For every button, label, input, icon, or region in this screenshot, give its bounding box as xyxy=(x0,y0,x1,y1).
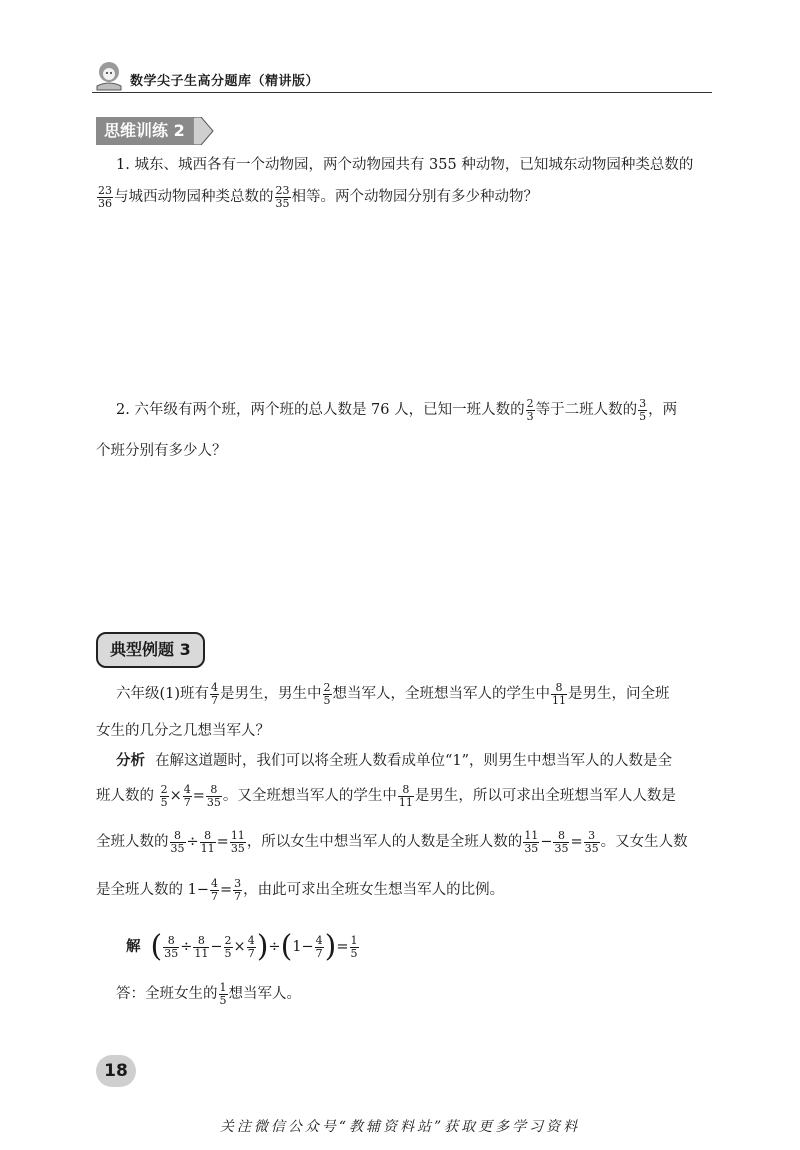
fraction: $\frac{2}{3}$ xyxy=(526,397,534,423)
question-2-line-1: 2. 六年级有两个班，两个班的总人数是 76 人，已知一班人数的 $\frac{2}{3}$ 等于二班人数的 $\frac{3}{5}$ ，两 xyxy=(116,397,678,423)
banner-arrow-icon xyxy=(193,117,215,145)
fraction: $\frac{23}{35}$ xyxy=(275,184,290,210)
fraction: $\frac{3}{5}$ xyxy=(639,397,647,423)
question-1-line-1: 1. 城东、城西各有一个动物园，两个动物园共有 355 种动物，已知城东动物园种类总数的 xyxy=(116,157,694,173)
solution-label: 解 xyxy=(126,939,141,955)
analysis-line-2: 班人数的 $\frac{2}{5}$ × $\frac{4}{7}$ = $\frac{8}{35}$ 。又全班想当军人的学生中 $\frac{8}{11}$ 是男生，所以可求出全班想当军人人数是 xyxy=(96,783,676,809)
analysis-line-1: 分析 在解这道题时，我们可以将全班人数看成单位“1”，则男生中想当军人的人数是全 xyxy=(116,753,673,769)
analysis-label: 分析 xyxy=(116,753,145,769)
analysis-line-3: 全班人数的 $\frac{8}{35}$ ÷ $\frac{8}{11}$ = $\frac{11}{35}$ ，所以女生中想当军人的人数是全班人数的 $\frac{11}{35}$ − $\frac{8}{35}$ = $\frac{3}{35}$ 。又女生人数 xyxy=(96,829,688,855)
section-banner-thinking xyxy=(96,117,215,145)
header-rule xyxy=(92,92,712,93)
example-problem-line-2: 女生的几分之几想当军人？ xyxy=(96,723,270,739)
analysis-line-4: 是全班人数的 1− $\frac{4}{7}$ = $\frac{3}{7}$ ，由此可求出全班女生想当军人的比例。 xyxy=(96,877,505,903)
section-title: 思维训练 2 xyxy=(96,117,193,145)
question-1-line-2: $\frac{23}{36}$ 与城西动物园种类总数的 $\frac{23}{35}$ 相等。两个动物园分别有多少种动物？ xyxy=(98,184,538,210)
example-problem-line-1: 六年级(1)班有 $\frac{4}{7}$ 是男生，男生中 $\frac{2}{5}$ 想当军人，全班想当军人的学生中 $\frac{8}{11}$ 是男生，问全班 xyxy=(116,681,670,707)
book-title: 数学尖子生高分题库（精讲版） xyxy=(130,74,320,89)
footer-note: 关注微信公众号“教辅资料站”获取更多学习资料 xyxy=(219,1119,581,1135)
answer-line: 答：全班女生的 $\frac{1}{5}$ 想当军人。 xyxy=(116,981,301,1007)
fraction: $\frac{23}{36}$ xyxy=(98,184,112,210)
solution-line: 解 ( $\frac{8}{35}$ ÷ $\frac{8}{11}$ − $\frac{2}{5}$ × $\frac{4}{7}$ )÷(1− $\frac{4}{7}$ )= $\frac{1}{5}$ xyxy=(126,929,358,964)
page-number: 18 xyxy=(96,1055,136,1087)
section-banner-example: 典型例题 3 xyxy=(96,632,205,668)
question-2-line-2: 个班分别有多少人？ xyxy=(96,443,227,459)
book-logo-icon xyxy=(92,58,126,92)
